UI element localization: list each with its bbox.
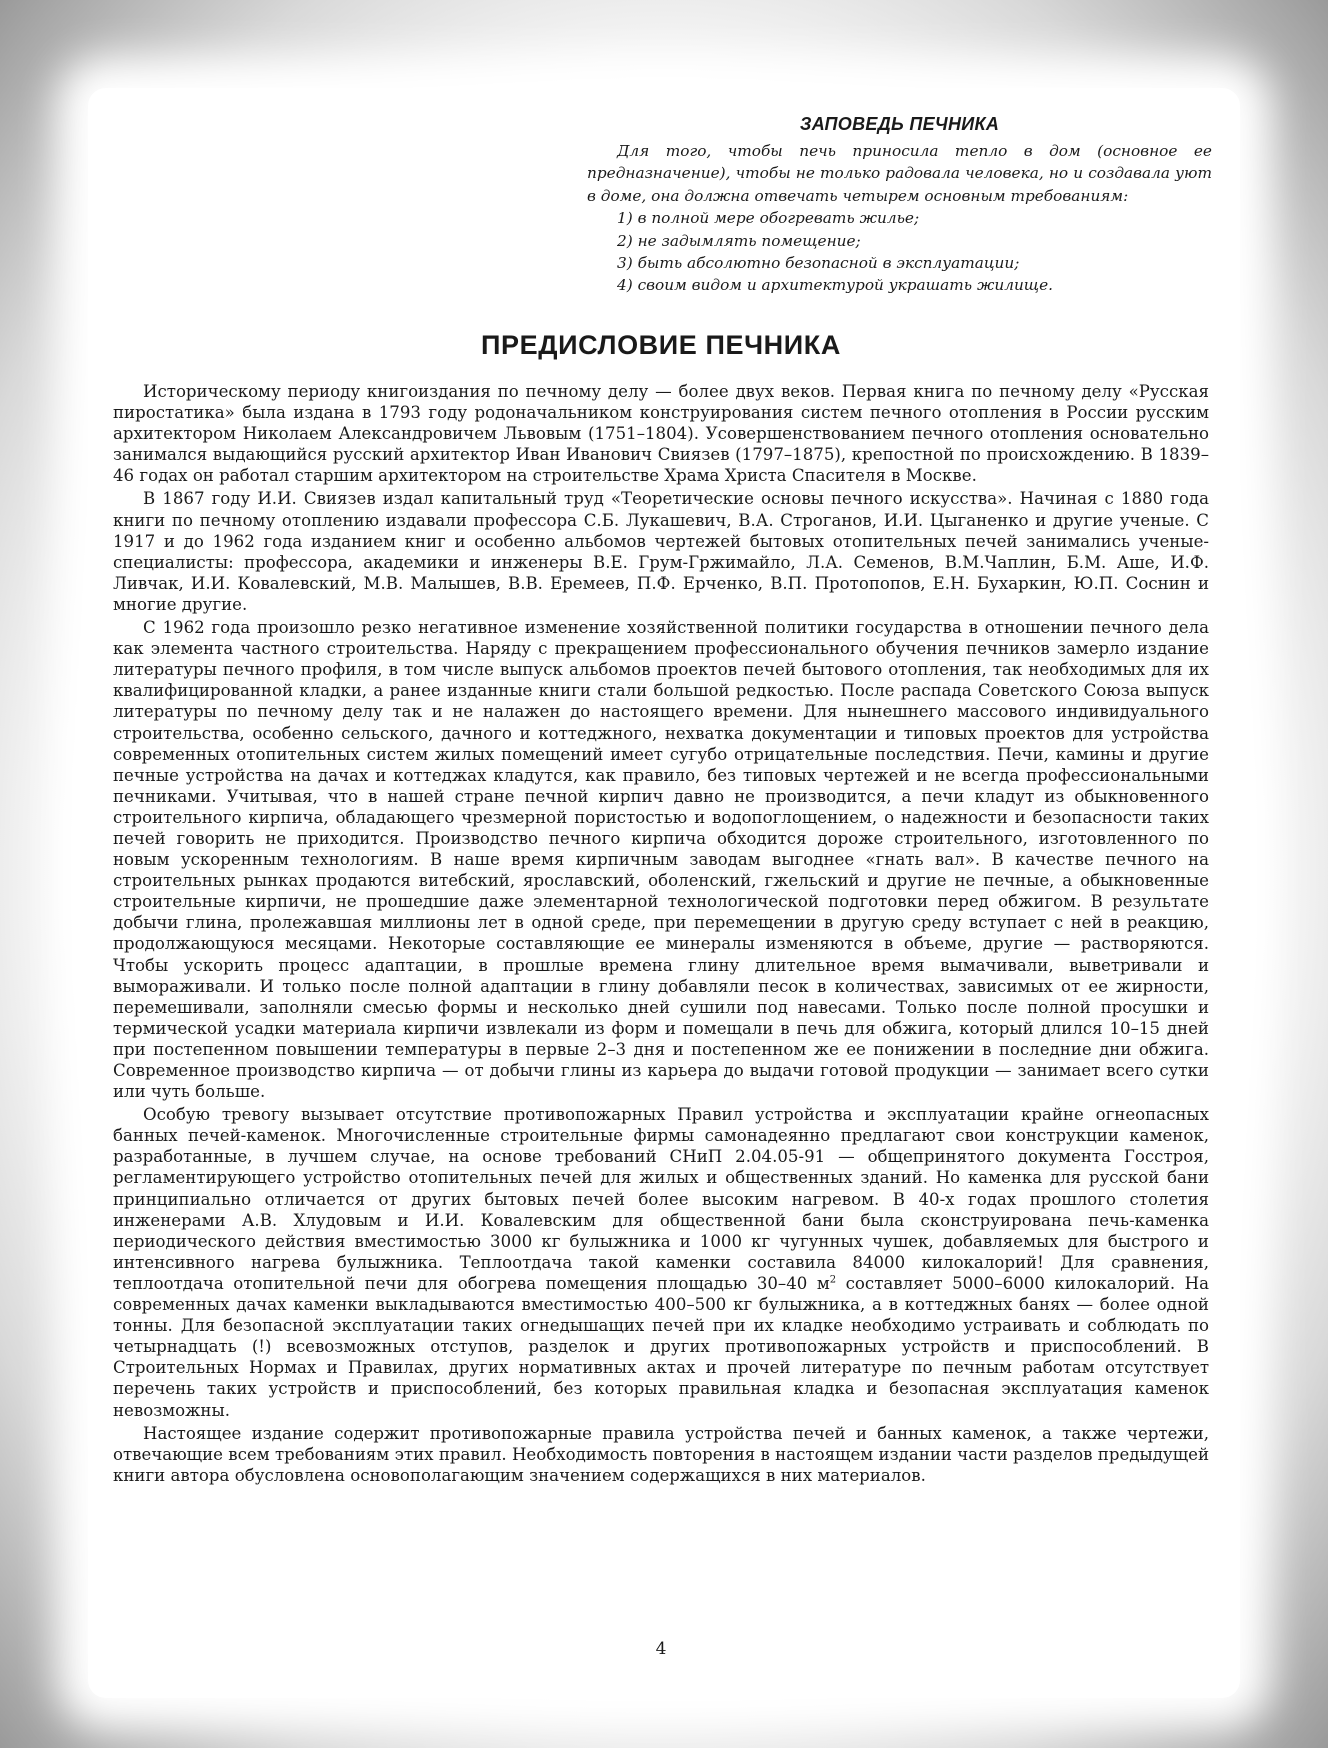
superscript: 2: [829, 1274, 837, 1286]
paragraph: В 1867 году И.И. Свиязев издал капитальный труд «Теоретические основы печного искусства». Начиная с 1880 года книги по печному отоплению издавали профессора С.Б. Лукашевич, В.А. Строганов, И.И. Цыганенко и другие ученые. С 1917 и до 1962 года изданием книг и особенно альбомов чертежей бытовых отопительных печей занимались ученые-специалисты: профессора, академики и инженеры В.Е. Грум-Гржимайло, Л.А. Семенов, В.М.Чаплин, Б.М. Аше, И.Ф. Ливчак, И.И. Ковалевский, М.В. Малышев, В.В. Еремеев, П.Ф. Ерченко, В.П. Протопопов, Е.Н. Бухаркин, Ю.П. Соснин и многие другие.: [113, 489, 1209, 614]
requirement-item: 4) своим видом и архитектурой украшать жилище.: [617, 276, 1054, 295]
requirement-item: 2) не задымлять помещение;: [617, 231, 861, 250]
page-title: ПРЕДИСЛОВИЕ ПЕЧНИКА: [481, 330, 841, 360]
paragraph: Настоящее издание содержит противопожарные правила устройства печей и банных каменок, а также чертежи, отвечающие всем требованиям этих правил. Необходимость повторения в настоящем издании части разделов предыдущей книги автора обусловлена основополагающим значением содержащихся в них материалов.: [113, 1423, 1209, 1485]
commandment-title: ЗАПОВЕДЬ ПЕЧНИКА: [799, 114, 1000, 134]
requirements-list: [587, 207, 1212, 297]
requirement-item: 3) быть абсолютно безопасной в эксплуатации;: [617, 254, 1020, 273]
commandment-intro: Для того, чтобы печь приносила тепло в дом (основное ее предназначение), чтобы не только радовала человека, но и создавала уют в доме, она должна отвечать четырем основным требованиям:: [587, 142, 1212, 205]
paragraph-with-superscript: [113, 1104, 1209, 1420]
paragraph-part: составляет 5000–6000 килокалорий. На современных дачах каменки выкладываются вместимостью 400–500 кг булыжника, а в коттеджных банях — более одной тонны. Для безопасной эксплуатации таких огнедышащих печей при их кладке необходимо устраивать и соблюдать по четырнадцать (!) всевозможных отступов, разделок и других противопожарных устройств и приспособлений. В Строительных Нормах и Правилах, других нормативных актах и прочей литературе по печным работам отсутствует перечень таких устройств и приспособлений, без которых правильная кладка и безопасная эксплуатация каменок невозможны.: [113, 1273, 1209, 1420]
paragraph: Историческому периоду книгоиздания по печному делу — более двух веков. Первая книга по печному делу «Русская пиростатика» была издана в 1793 году родоначальником конструирования систем печного отопления в России русским архитектором Николаем Александровичем Львовым (1751–1804). Усовершенствованием печного отопления основательно занимался выдающийся русский архитектор Иван Иванович Свиязев (1797–1875), крепостной по происхождению. В 1839–46 годах он работал старшим архитектором на строительстве Храма Христа Спасителя в Москве.: [113, 382, 1209, 486]
paragraph-part: Особую тревогу вызывает отсутствие противопожарных Правил устройства и эксплуатации крайне огнеопасных банных печей-каменок. Многочисленные строительные фирмы самонадеянно предлагают свои конструкции каменок, разработанные, в лучшем случае, на основе требований СНиП 2.04.05-91 — общепринятого документа Госстроя, регламентирующего устройство отопительных печей для жилых и общественных зданий. Но каменка для русской бани принципиально отличается от других бытовых печей более высоким нагревом. В 40-х годах прошлого столетия инженерами А.В. Хлудовым и И.И. Ковалевским для общественной бани была сконструирована печь-каменка периодического действия вместимостью 3000 кг булыжника и 1000 кг чугунных чушек, добавляемых для быстрого и интенсивного нагрева булыжника. Теплоотдача такой каменки составила 84000 килокалорий! Для сравнения, теплоотдача отопительной печи для обогрева помещения площадью 30–40 м: [113, 1105, 1209, 1293]
page-number: 4: [655, 1639, 667, 1659]
body-text: [113, 381, 1209, 1488]
commandment-block: [587, 112, 1212, 297]
requirement-item: 1) в полной мере обогревать жилье;: [617, 209, 920, 228]
paragraph: С 1962 года произошло резко негативное изменение хозяйственной политики государства в отношении печного дела как элемента частного строительства. Наряду с прекращением профессионального обучения печников замерло издание литературы печного профиля, в том числе выпуск альбомов проектов печей бытового отопления, так необходимых для их квалифицированной кладки, а ранее изданные книги стали большой редкостью. После распада Советского Союза выпуск литературы по печному делу так и не налажен до настоящего времени. Для нынешнего массового индивидуального строительства, особенно сельского, дачного и коттеджного, нехватка документации и типовых проектов для устройства современных отопительных систем жилых помещений имеет сугубо отрицательные последствия. Печи, камины и другие печные устройства на дачах и коттеджах кладутся, как правило, без типовых чертежей и не всегда профессиональными печниками. Учитывая, что в нашей стране печной кирпич давно не производится, а печи кладут из обыкновенного строительного кирпича, обладающего чрезмерной пористостью и водопоглощением, о надежности и безопасности таких печей говорить не приходится. Производство печного кирпича обходится дороже строительного, изготовленного по новым ускоренным технологиям. В наше время кирпичным заводам выгоднее «гнать вал». В качестве печного на строительных рынках продаются витебский, ярославский, оболенский, гжельский и другие не печные, а обыкновенные строительные кирпичи, не прошедшие даже элементарной технологической подготовки перед обжигом. В результате добычи глина, пролежавшая миллионы лет в одной среде, при перемещении в другую среду вступает с ней в реакцию, продолжающуюся месяцами. Некоторые составляющие ее минералы изменяются в объеме, другие — растворяются. Чтобы ускорить процесс адаптации, в прошлые времена глину длительное время вымачивали, выветривали и вымораживали. И только после полной адаптации в глину добавляли песок в количествах, зависимых от ее жирности, перемешивали, заполняли смесью формы и несколько дней сушили под навесами. Только после полной просушки и термической усадки материала кирпичи извлекали из форм и помещали в печь для обжига, который длился 10–15 дней при постепенном повышении температуры в первые 2–3 дня и постепенном же ее понижении в последние дни обжига. Современное производство кирпича — от добычи глины из карьера до выдачи готовой продукции — занимает всего сутки или чуть больше.: [113, 618, 1209, 1102]
